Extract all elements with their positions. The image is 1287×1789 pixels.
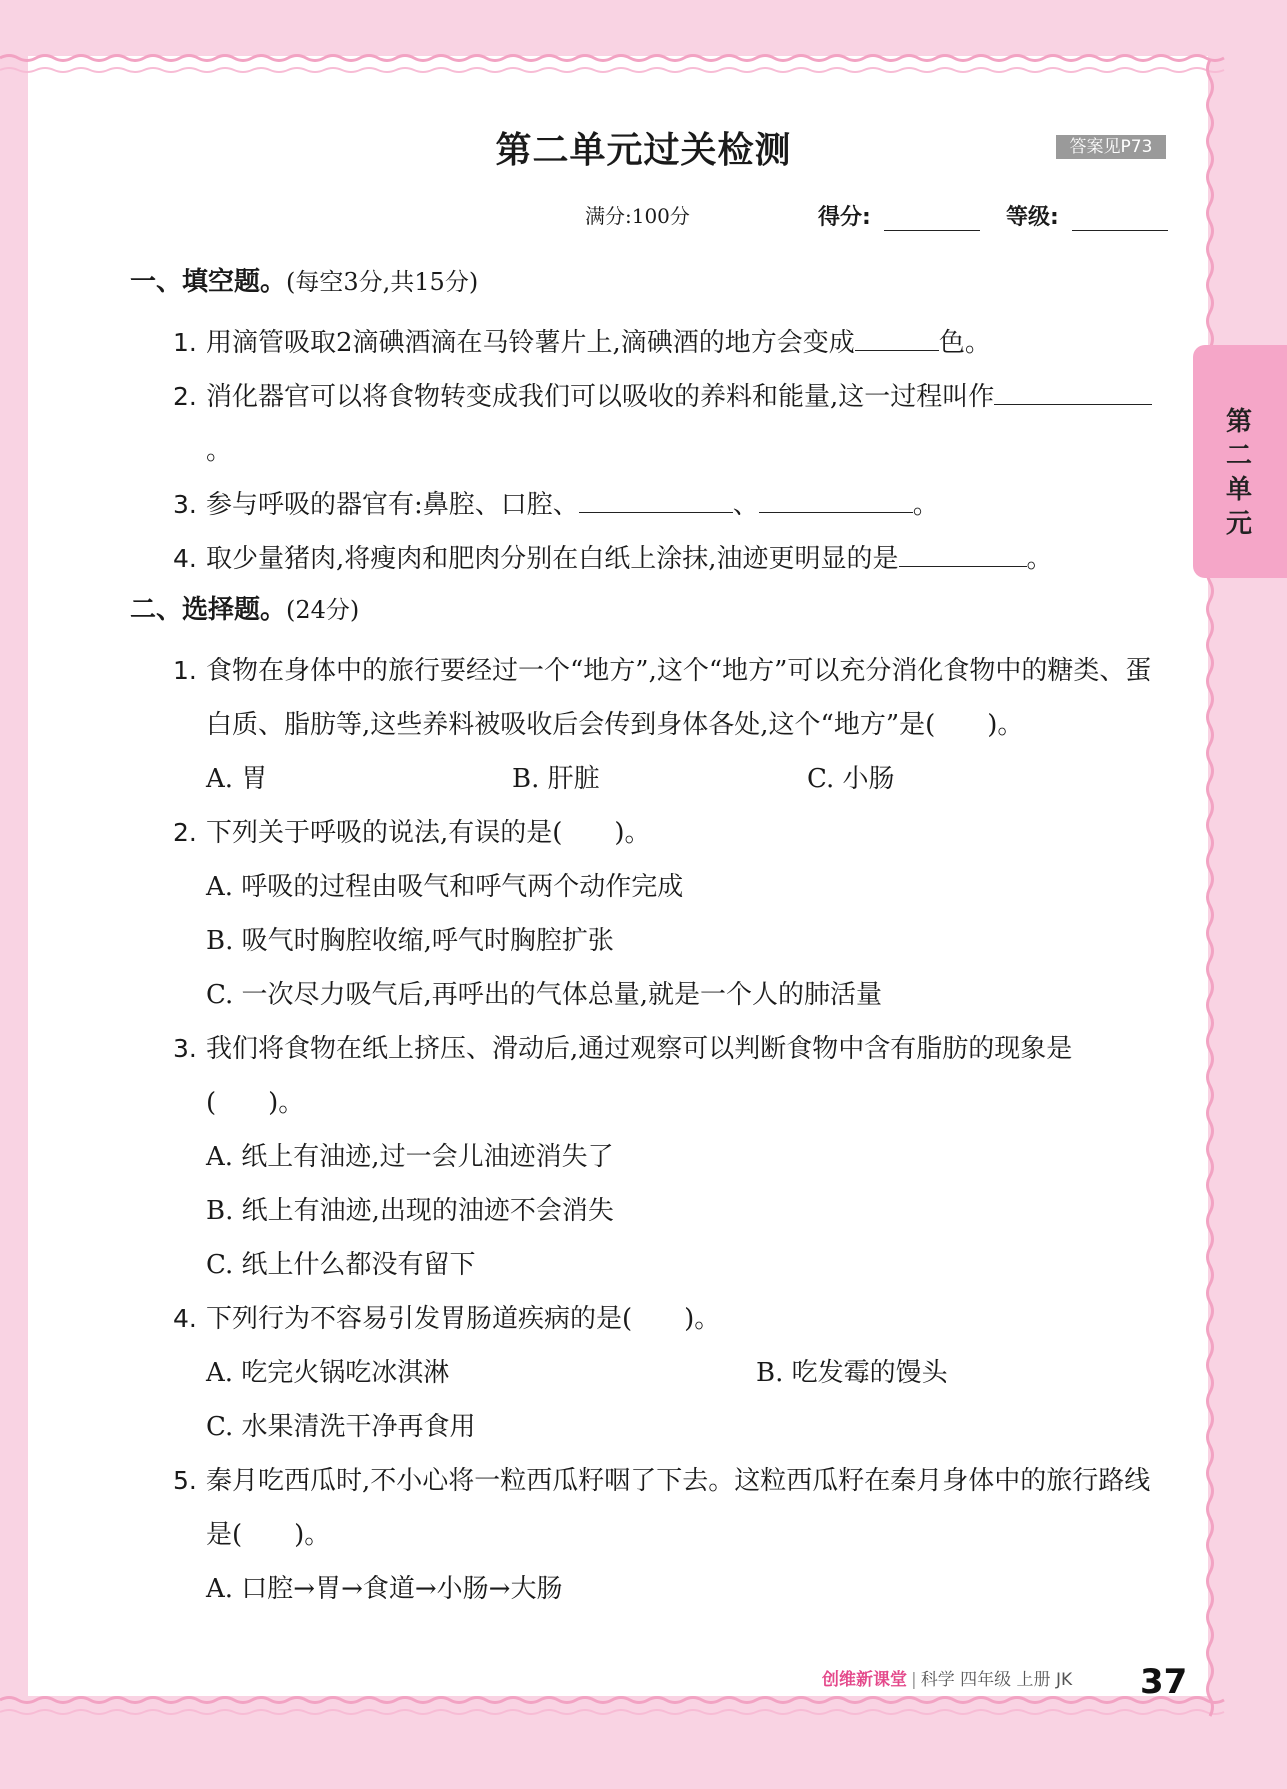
options-row [130,752,1170,806]
question-text: 用滴管吸取2滴碘酒滴在马铃薯片上,滴碘酒的地方会变成 [206,328,855,358]
footer-info [822,1665,1072,1690]
question-text: 、 [732,490,759,520]
question-number: 3. [173,1034,197,1063]
question-number: 2. [173,818,197,847]
answer-blank[interactable] [899,540,1027,567]
section-note: (24分) [286,596,360,624]
question-number: 4. [173,1304,197,1333]
unit-side-tab-label: 第二单元 [1225,407,1252,539]
section-fill-in [130,262,1170,316]
question-choice-3 [130,1022,1170,1130]
question-choice-5 [130,1454,1170,1562]
full-score: 满分:100分 [585,204,690,228]
question-text: 下列行为不容易引发胃肠道疾病的是( )。 [206,1304,721,1334]
question-text: 。 [912,490,939,520]
grade-blank[interactable] [1072,230,1168,231]
page-number: 37 [1140,1662,1188,1702]
answer-blank[interactable] [994,378,1152,405]
question-fill-3 [130,478,1170,532]
question-text: 色。 [938,328,991,358]
question-fill-2 [130,370,1170,478]
score-label: 得分: [818,205,871,230]
unit-side-tab [1193,345,1287,578]
option-a[interactable]: A. 胃 [206,764,268,794]
grade-label: 等级: [1006,205,1059,230]
answer-blank[interactable] [759,486,913,513]
score-blank[interactable] [884,230,980,231]
section-heading: 二、选择题。 [130,595,287,625]
question-number: 5. [173,1466,197,1495]
option-b[interactable]: B. 纸上有油迹,出现的油迹不会消失 [206,1196,614,1226]
question-choice-2 [130,806,1170,860]
option-c[interactable]: C. 水果清洗干净再食用 [206,1412,476,1442]
question-text: 下列关于呼吸的说法,有误的是( )。 [206,818,651,848]
question-number: 2. [173,382,197,411]
answer-blank[interactable] [579,486,733,513]
question-text: 我们将食物在纸上挤压、滑动后,通过观察可以判断食物中含有脂肪的现象是( )。 [206,1034,1073,1118]
question-text: 。 [206,436,233,466]
option-b[interactable]: B. 肝脏 [512,764,600,794]
question-text: 。 [1026,544,1053,574]
option-a[interactable]: A. 呼吸的过程由吸气和呼气两个动作完成 [206,872,684,902]
option-a[interactable]: A. 纸上有油迹,过一会儿油迹消失了 [206,1142,614,1172]
section-heading: 一、填空题。 [130,267,287,297]
question-choice-1 [130,644,1170,752]
page-title: 第二单元过关检测 [495,130,792,171]
options-row [130,1346,1170,1400]
option-c[interactable]: C. 一次尽力吸气后,再呼出的气体总量,就是一个人的肺活量 [206,980,883,1010]
question-text: 参与呼吸的器官有:鼻腔、口腔、 [206,490,579,520]
question-text: 取少量猪肉,将瘦肉和肥肉分别在白纸上涂抹,油迹更明显的是 [206,544,899,574]
footer-subject: 科学 四年级 上册 JK [920,1670,1073,1690]
option-b[interactable]: B. 吃发霉的馒头 [756,1358,948,1388]
question-content [130,262,1170,1616]
question-text: 秦月吃西瓜时,不小心将一粒西瓜籽咽了下去。这粒西瓜籽在秦月身体中的旅行路线是( )。 [206,1466,1151,1550]
footer-separator: | [911,1670,917,1690]
question-fill-4 [130,532,1170,586]
question-number: 1. [173,328,197,357]
question-number: 4. [173,544,197,573]
question-choice-4 [130,1292,1170,1346]
section-note: (每空3分,共15分) [286,268,479,296]
question-text: 消化器官可以将食物转变成我们可以吸收的养料和能量,这一过程叫作 [206,382,995,412]
answer-blank[interactable] [855,324,939,351]
footer-brand: 创维新课堂 [822,1670,907,1690]
option-a[interactable]: A. 吃完火锅吃冰淇淋 [206,1358,450,1388]
question-number: 3. [173,490,197,519]
question-text: 食物在身体中的旅行要经过一个“地方”,这个“地方”可以充分消化食物中的糖类、蛋白质、脂肪等,这些养料被吸收后会传到身体各处,这个“地方”是( )。 [206,656,1152,740]
question-number: 1. [173,656,197,685]
option-c[interactable]: C. 纸上什么都没有留下 [206,1250,476,1280]
option-a[interactable]: A. 口腔→胃→食道→小肠→大肠 [206,1574,563,1604]
option-b[interactable]: B. 吸气时胸腔收缩,呼气时胸腔扩张 [206,926,614,956]
answer-reference-badge: 答案见P73 [1056,135,1166,159]
section-multiple-choice [130,590,1170,644]
option-c[interactable]: C. 小肠 [807,764,895,794]
question-fill-1 [130,316,1170,370]
